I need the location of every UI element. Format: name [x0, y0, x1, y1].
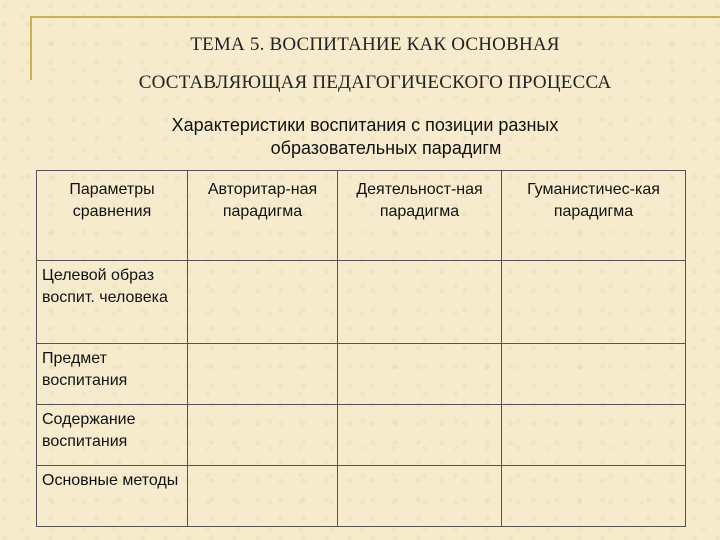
table-cell	[188, 405, 338, 466]
table-row	[37, 344, 686, 405]
row-label: Содержание воспитания	[37, 405, 188, 466]
subtitle-line2: образовательных парадигм	[270, 138, 502, 158]
slide-title-line2: СОСТАВЛЯЮЩАЯ ПЕДАГОГИЧЕСКОГО ПРОЦЕССА	[138, 72, 612, 93]
subtitle-line1: Характеристики воспитания с позиции разных	[171, 115, 559, 135]
table-cell	[502, 261, 686, 344]
table-cell	[188, 261, 338, 344]
frame-left-line	[30, 16, 32, 80]
table-cell	[502, 344, 686, 405]
table-cell	[338, 344, 502, 405]
table-cell	[338, 261, 502, 344]
header-activity: Деятельност-ная парадигма	[338, 171, 502, 261]
table-row	[37, 466, 686, 527]
table-cell	[338, 405, 502, 466]
table-cell	[188, 344, 338, 405]
header-authoritarian: Авторитар-ная парадигма	[188, 171, 338, 261]
slide-subtitle	[40, 114, 690, 160]
comparison-table	[36, 170, 686, 527]
table-cell	[502, 405, 686, 466]
header-humanistic: Гуманистичес-кая парадигма	[502, 171, 686, 261]
table-cell	[188, 466, 338, 527]
table-row	[37, 261, 686, 344]
slide-title-line1: ТЕМА 5. ВОСПИТАНИЕ КАК ОСНОВНАЯ	[190, 34, 560, 55]
row-label: Целевой образ воспит. человека	[37, 261, 188, 344]
header-parameters: Параметры сравнения	[37, 171, 188, 261]
row-label: Предмет воспитания	[37, 344, 188, 405]
table-cell	[338, 466, 502, 527]
table-cell	[502, 466, 686, 527]
table-header-row	[37, 171, 686, 261]
row-label: Основные методы	[37, 466, 188, 527]
table-row	[37, 405, 686, 466]
frame-top-line	[30, 16, 720, 18]
